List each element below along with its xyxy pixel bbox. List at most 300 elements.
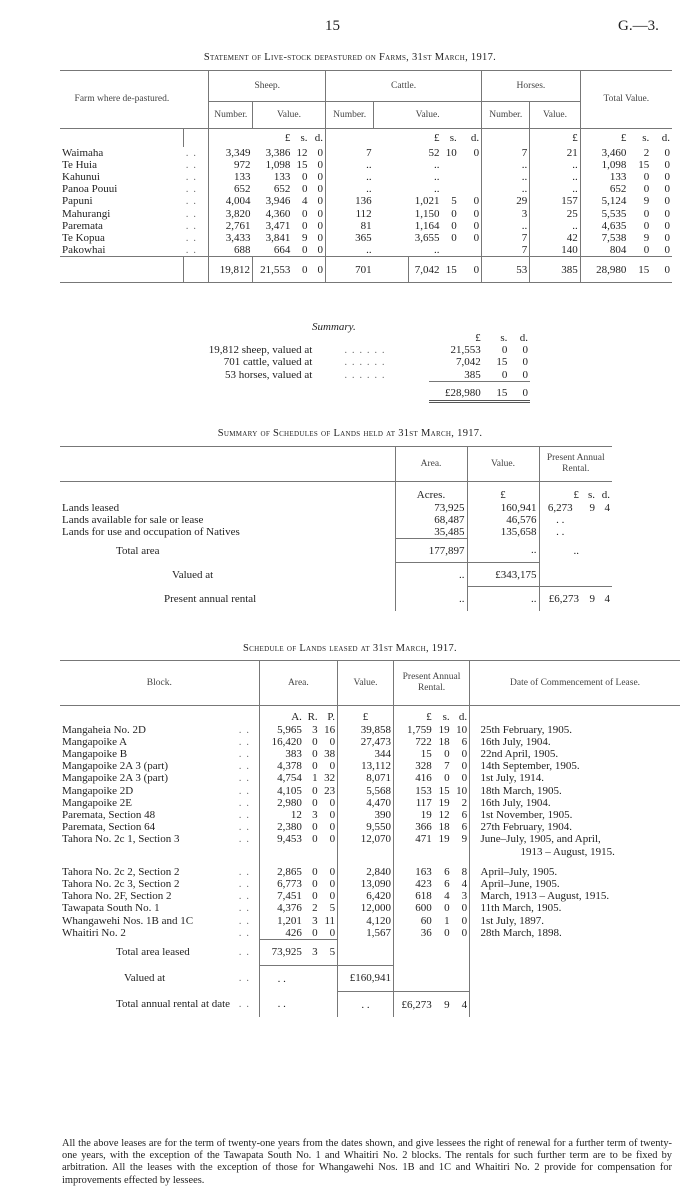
area-roods: 0 bbox=[312, 735, 318, 748]
cattle-value-shillings bbox=[442, 183, 459, 195]
rental-pounds: 722 bbox=[394, 736, 434, 748]
table-cell bbox=[470, 991, 479, 1017]
summary-row bbox=[150, 369, 530, 382]
unit-pound: £ bbox=[338, 706, 394, 724]
summary-pence: 0 bbox=[522, 356, 528, 369]
area-roods: 0 bbox=[312, 796, 318, 809]
livestock-row bbox=[60, 232, 672, 244]
spacer-row bbox=[60, 858, 680, 866]
lease-value: 344 bbox=[338, 748, 394, 760]
lease-value: 5,568 bbox=[338, 785, 394, 797]
table-cell bbox=[470, 878, 479, 890]
leased-table bbox=[60, 660, 680, 1017]
area-roods: 0 bbox=[312, 833, 318, 846]
cattle-value-pounds: 1,150 bbox=[414, 207, 440, 220]
table-cell bbox=[394, 939, 434, 965]
rental-pounds: 366 bbox=[394, 821, 434, 833]
table-cell bbox=[597, 563, 612, 587]
table-cell bbox=[470, 748, 479, 760]
rental-shillings: 18 bbox=[438, 821, 450, 834]
unit-shilling: s. bbox=[642, 131, 650, 144]
cattle-value-pence bbox=[459, 244, 482, 257]
summary-pence: 0 bbox=[522, 368, 528, 381]
rental-pence: 0 bbox=[461, 760, 468, 773]
leader-dots: . . bbox=[238, 747, 251, 760]
cattle-value-pence bbox=[459, 171, 482, 183]
horses-number: .. bbox=[482, 220, 530, 232]
horses-value: 42 bbox=[530, 232, 580, 244]
col-cattle-value: Value. bbox=[374, 102, 482, 129]
cattle-value-pounds: .. bbox=[434, 170, 440, 183]
rental-pounds: 163 bbox=[394, 866, 434, 878]
lease-valued-row bbox=[60, 965, 680, 991]
block-name: Tahora No. 2c 2, Section 2 bbox=[62, 865, 180, 878]
leader-dots: . . bbox=[238, 914, 251, 927]
cattle-value-shillings: 0 bbox=[451, 231, 457, 244]
summary-label: Total annual rental at date bbox=[116, 997, 231, 1010]
horses-number: 29 bbox=[482, 195, 530, 207]
commencement-date bbox=[479, 821, 681, 833]
area-cell: .. bbox=[395, 587, 467, 611]
schedule-row bbox=[60, 526, 612, 539]
lease-row bbox=[60, 724, 680, 736]
leader-dots: . . bbox=[185, 244, 198, 257]
table-cell bbox=[470, 706, 479, 724]
units-row bbox=[60, 706, 680, 724]
block-name: Mangapoike 2E bbox=[62, 796, 132, 809]
table-cell bbox=[479, 858, 681, 866]
total-value-shillings: 15 bbox=[638, 158, 650, 171]
blank bbox=[374, 244, 408, 257]
table-cell bbox=[470, 858, 479, 866]
rental-pence: 9 bbox=[461, 833, 468, 846]
cattle-value-pounds: .. bbox=[434, 158, 440, 171]
cattle-value-pounds: .. bbox=[434, 244, 440, 257]
commencement-date bbox=[479, 878, 681, 890]
livestock-row bbox=[60, 244, 672, 257]
leased-title: Schedule of Lands leased at 31st March, 1917. bbox=[243, 643, 457, 654]
cattle-value-pence bbox=[459, 183, 482, 195]
unit-perches: P. bbox=[327, 711, 336, 724]
rental-shillings: 4 bbox=[444, 890, 450, 903]
blank bbox=[374, 220, 408, 232]
table-cell bbox=[470, 915, 479, 927]
total-value-shillings: 0 bbox=[643, 183, 650, 196]
table-cell bbox=[237, 706, 259, 724]
date-line: 27th February, 1904. bbox=[480, 821, 573, 834]
table-cell bbox=[314, 387, 429, 401]
area-acres: 9,453 bbox=[259, 833, 304, 857]
sheep-value-pounds: 652 bbox=[273, 183, 291, 196]
area-acres: 7,451 bbox=[259, 890, 304, 902]
sheep-value-pounds: 3,471 bbox=[265, 219, 291, 232]
block-name: Mangapoike 2D bbox=[62, 784, 134, 797]
block-name: Tahora No. 2c 3, Section 2 bbox=[62, 877, 180, 890]
blank bbox=[374, 159, 408, 171]
unit-pence: d. bbox=[519, 332, 528, 344]
area-acres: 2,865 bbox=[259, 866, 304, 878]
date-line: 1913 – August, 1915. bbox=[520, 845, 615, 858]
total-value-shillings: 2 bbox=[643, 146, 650, 159]
rental-pounds: 328 bbox=[394, 760, 434, 772]
sheep-value-pence: 0 bbox=[317, 183, 324, 196]
area-perches: 0 bbox=[329, 890, 336, 903]
table-cell bbox=[470, 902, 479, 914]
lease-row bbox=[60, 866, 680, 878]
total-value-pounds: 5,124 bbox=[580, 195, 628, 207]
cattle-value-shillings: 5 bbox=[451, 195, 457, 208]
table-cell: . . bbox=[259, 965, 304, 991]
col-sheep-number: Number. bbox=[209, 102, 253, 129]
totals-row bbox=[60, 257, 672, 283]
blank bbox=[374, 147, 408, 159]
date-line: 1st July, 1914. bbox=[480, 772, 544, 785]
summary-table bbox=[150, 332, 530, 403]
block-name: Paremata, Section 64 bbox=[62, 821, 156, 834]
leader-dots: . . bbox=[238, 877, 251, 890]
farm-name: Waimaha bbox=[62, 146, 104, 159]
leader-dots: . . bbox=[185, 170, 198, 183]
leader-dots: . . bbox=[185, 158, 198, 171]
total-value-pence: 0 bbox=[664, 183, 670, 196]
rental-pence: 2 bbox=[461, 796, 468, 809]
block-name: Tahora No. 2c 1, Section 3 bbox=[62, 833, 180, 846]
table-cell: 5 bbox=[320, 939, 338, 965]
date-line: June–July, 1905, and April, bbox=[480, 833, 601, 846]
blank bbox=[374, 232, 408, 244]
rental-shillings: 12 bbox=[438, 808, 450, 821]
sheep-value-total: 21,553 bbox=[253, 257, 293, 283]
lease-value: 27,473 bbox=[338, 736, 394, 748]
land-category: Lands for use and occupation of Natives bbox=[62, 526, 240, 539]
schedule-row bbox=[60, 502, 612, 514]
cattle-value-pence: 0 bbox=[473, 219, 480, 232]
cattle-value-pence bbox=[459, 159, 482, 171]
rental-pence: 0 bbox=[461, 926, 468, 939]
land-rental-pence bbox=[597, 526, 612, 539]
cattle-value-shillings bbox=[442, 159, 459, 171]
total-value-pence: 0 bbox=[664, 231, 670, 244]
rental-shillings: 0 bbox=[444, 747, 450, 760]
area-perches: 0 bbox=[329, 796, 336, 809]
summary-pence: 0 bbox=[522, 344, 528, 357]
schedule-valued-row bbox=[60, 563, 612, 587]
date-line: 22nd April, 1905. bbox=[480, 747, 559, 760]
value-total: £160,941 bbox=[338, 965, 394, 991]
summary-label: 701 cattle, valued at bbox=[223, 356, 313, 369]
area-roods: 0 bbox=[312, 877, 318, 890]
total-value-pence: 0 bbox=[664, 219, 670, 232]
sheep-number: 133 bbox=[209, 171, 253, 183]
table-cell bbox=[320, 991, 338, 1017]
lease-value: 8,071 bbox=[338, 772, 394, 784]
parliamentary-ref: G.—3. bbox=[618, 18, 659, 34]
rental-pence: 0 bbox=[461, 747, 468, 760]
table-cell bbox=[470, 785, 479, 797]
lease-row bbox=[60, 797, 680, 809]
unit-pence: d. bbox=[661, 131, 670, 144]
horses-value: .. bbox=[530, 159, 580, 171]
rental-pounds: 60 bbox=[394, 915, 434, 927]
rental-shillings: 0 bbox=[444, 772, 450, 785]
date-line: 16th July, 1904. bbox=[480, 796, 551, 809]
rental-pounds: 153 bbox=[394, 785, 434, 797]
cattle-value-pounds: 52 bbox=[428, 146, 440, 159]
lease-value: 2,840 bbox=[338, 866, 394, 878]
table-cell bbox=[394, 965, 434, 991]
summary-shillings: 0 bbox=[501, 368, 508, 381]
col-farm: Farm where de-pastured. bbox=[74, 94, 170, 104]
rental-pence: 4 bbox=[597, 587, 612, 611]
rental-shillings: 6 bbox=[444, 877, 450, 890]
horses-number: 3 bbox=[482, 208, 530, 220]
leader-dots: . . bbox=[238, 865, 251, 878]
total-value-shillings: 0 bbox=[643, 244, 650, 257]
date-line: March, 1913 – August, 1915. bbox=[480, 890, 610, 903]
lease-row bbox=[60, 772, 680, 784]
table-cell bbox=[479, 939, 681, 965]
sheep-number: 652 bbox=[209, 183, 253, 195]
leader-dots: . . . . . . bbox=[344, 344, 386, 357]
block-name: Whaitiri No. 2 bbox=[62, 926, 126, 939]
farm-name: Te Kopua bbox=[62, 231, 105, 244]
rental-pence: 0 bbox=[461, 772, 468, 785]
lease-value: 12,070 bbox=[338, 833, 394, 857]
area-roods: 0 bbox=[312, 760, 318, 773]
sheep-value-pounds: 133 bbox=[273, 170, 291, 183]
cattle-value-pounds: .. bbox=[434, 183, 440, 196]
table-cell bbox=[304, 991, 320, 1017]
table-cell: 0 bbox=[302, 263, 308, 276]
date-line: 1st November, 1905. bbox=[480, 808, 573, 821]
land-rental-shillings: 9 bbox=[589, 501, 595, 514]
table-cell bbox=[434, 939, 452, 965]
blank bbox=[374, 257, 408, 283]
block-name: Tawapata South No. 1 bbox=[62, 902, 160, 915]
unit-pence: d. bbox=[314, 131, 324, 144]
sheep-number: 2,761 bbox=[209, 220, 253, 232]
table-cell: . . bbox=[338, 991, 394, 1017]
summary-row bbox=[150, 356, 530, 368]
area-roods: 2 bbox=[312, 902, 318, 915]
total-value-pounds: 652 bbox=[580, 183, 628, 195]
col-value: Value. bbox=[338, 661, 394, 706]
col-area: Area. bbox=[259, 661, 337, 706]
sheep-value-pence: 0 bbox=[317, 195, 324, 208]
lease-value: 4,120 bbox=[338, 915, 394, 927]
unit-pound: £ bbox=[434, 131, 440, 144]
summary-total-row bbox=[150, 387, 530, 401]
col-sheep: Sheep. bbox=[209, 71, 326, 102]
unit-shilling: s. bbox=[587, 489, 595, 502]
cattle-value-pounds: 1,021 bbox=[414, 195, 440, 208]
lease-row bbox=[60, 915, 680, 927]
rental-shillings: 9 bbox=[581, 587, 597, 611]
unit-roods: R. bbox=[307, 711, 318, 724]
lease-row bbox=[60, 785, 680, 797]
blank bbox=[482, 129, 530, 147]
blank bbox=[374, 171, 408, 183]
block-name: Mangapoike 2A 3 (part) bbox=[62, 760, 168, 773]
horses-value-total: 385 bbox=[530, 257, 580, 283]
horses-number: .. bbox=[482, 171, 530, 183]
table-cell bbox=[539, 563, 581, 587]
leader-dots: . . bbox=[185, 146, 198, 159]
area-total-acres: 73,925 bbox=[259, 939, 304, 965]
area-roods: 3 bbox=[312, 808, 318, 821]
table-cell bbox=[452, 965, 470, 991]
total-value-shillings: 0 bbox=[643, 219, 650, 232]
lease-row bbox=[60, 833, 680, 857]
leader-dots: . . bbox=[238, 772, 251, 785]
table-cell: . . bbox=[259, 991, 304, 1017]
rental-shillings: 19 bbox=[438, 833, 450, 846]
leader-dots: . . bbox=[238, 821, 251, 834]
leader-dots: . . bbox=[185, 195, 198, 208]
col-horses: Horses. bbox=[482, 71, 581, 102]
cattle-number: 112 bbox=[326, 208, 374, 220]
cattle-number: 7 bbox=[326, 147, 374, 159]
table-cell: 15 bbox=[445, 263, 457, 276]
cattle-number: .. bbox=[326, 244, 374, 257]
cattle-value-pence: 0 bbox=[473, 207, 480, 220]
date-line: 14th September, 1905. bbox=[480, 760, 580, 773]
land-rental-pounds: . . bbox=[539, 526, 581, 539]
units-row bbox=[60, 129, 672, 147]
schedules-title: Summary of Schedules of Lands held at 31st March, 1917. bbox=[217, 428, 483, 439]
rental-shillings: 7 bbox=[444, 760, 450, 773]
area-perches: 38 bbox=[324, 747, 336, 760]
table-cell bbox=[452, 858, 470, 866]
total-value-pounds: 133 bbox=[580, 171, 628, 183]
table-cell bbox=[237, 858, 259, 866]
unit-pence: d. bbox=[458, 711, 468, 724]
rental-pence: 6 bbox=[461, 735, 468, 748]
rental-pounds: 19 bbox=[394, 809, 434, 821]
area-roods: 1 bbox=[312, 772, 318, 785]
total-value-shillings: 9 bbox=[643, 195, 650, 208]
table-cell: 15 bbox=[638, 263, 650, 276]
leader-dots: . . bbox=[238, 902, 251, 915]
leader-dots: . . bbox=[238, 972, 251, 985]
area-perches: 32 bbox=[324, 772, 336, 785]
date-line: 11th March, 1905. bbox=[480, 902, 562, 915]
land-rental-pence: 4 bbox=[604, 501, 610, 514]
horses-value: .. bbox=[530, 183, 580, 195]
table-cell bbox=[304, 858, 320, 866]
lease-row bbox=[60, 736, 680, 748]
total-value-pence: 0 bbox=[664, 158, 670, 171]
livestock-row bbox=[60, 159, 672, 171]
leader-dots: . . bbox=[238, 760, 251, 773]
area-roods: 3 bbox=[312, 723, 318, 736]
block-name: Mangapoike B bbox=[62, 747, 128, 760]
area-perches: 0 bbox=[329, 808, 336, 821]
area-roods: 0 bbox=[312, 821, 318, 834]
area-acres: 4,105 bbox=[259, 785, 304, 797]
summary-label: Valued at bbox=[124, 971, 166, 984]
summary-shillings: 15 bbox=[496, 356, 508, 369]
table-cell bbox=[434, 965, 452, 991]
table-cell: 3 bbox=[304, 939, 320, 965]
commencement-date bbox=[479, 915, 681, 927]
unit-acres: A. bbox=[259, 706, 304, 724]
rental-pounds: 36 bbox=[394, 927, 434, 940]
summary-pounds: 7,042 bbox=[455, 356, 481, 369]
total-value-pounds: 1,098 bbox=[580, 159, 628, 171]
rental-pence: 8 bbox=[461, 865, 468, 878]
total-value-pence: 0 bbox=[664, 195, 670, 208]
area-perches: 0 bbox=[329, 735, 336, 748]
unit-shilling: s. bbox=[500, 332, 508, 344]
farm-name: Te Huia bbox=[62, 158, 97, 171]
table-cell bbox=[470, 965, 479, 991]
value-cell: .. bbox=[467, 539, 539, 563]
summary-row bbox=[150, 344, 530, 356]
leader-dots: . . bbox=[238, 784, 251, 797]
land-value: 160,941 bbox=[467, 502, 539, 514]
leader-dots: . . bbox=[238, 735, 251, 748]
farm-name: Panoa Pouui bbox=[62, 183, 118, 196]
page-number: 15 bbox=[325, 18, 340, 34]
col-value: Value. bbox=[467, 447, 539, 482]
table-cell bbox=[470, 724, 479, 736]
leader-dots: . . bbox=[185, 219, 198, 232]
rental-shillings: 1 bbox=[444, 914, 450, 927]
table-cell bbox=[60, 257, 184, 283]
horses-number: .. bbox=[482, 159, 530, 171]
cattle-number: 81 bbox=[326, 220, 374, 232]
lease-value: 390 bbox=[338, 809, 394, 821]
table-cell: 0 bbox=[473, 263, 480, 276]
sheep-value-pounds: 3,386 bbox=[265, 146, 291, 159]
block-name: Tahora No. 2F, Section 2 bbox=[62, 890, 172, 903]
table-cell bbox=[434, 858, 452, 866]
rental-pence: 0 bbox=[461, 902, 468, 915]
table-cell bbox=[338, 939, 394, 965]
blank bbox=[326, 129, 374, 147]
cattle-value-shillings bbox=[442, 171, 459, 183]
table-cell bbox=[470, 772, 479, 784]
area-roods: 0 bbox=[312, 747, 318, 760]
commencement-date bbox=[479, 724, 681, 736]
sheep-number: 688 bbox=[209, 244, 253, 257]
table-cell bbox=[470, 866, 479, 878]
table-cell bbox=[470, 797, 479, 809]
unit-acres: Acres. bbox=[395, 482, 467, 502]
area-acres: 4,754 bbox=[259, 772, 304, 784]
table-cell bbox=[470, 890, 479, 902]
rental-shillings: 0 bbox=[444, 902, 450, 915]
farm-name: Papuni bbox=[62, 195, 93, 208]
livestock-row bbox=[60, 183, 672, 195]
unit-pound: £ bbox=[530, 129, 580, 147]
rental-shillings bbox=[581, 539, 597, 563]
date-line: April–July, 1905. bbox=[480, 865, 558, 878]
cattle-value-shillings: 0 bbox=[451, 219, 457, 232]
commencement-date bbox=[479, 902, 681, 914]
block-name: Mangaheia No. 2D bbox=[62, 723, 147, 736]
total-value-pence: 0 bbox=[664, 244, 670, 257]
date-line: 1st July, 1897. bbox=[480, 914, 544, 927]
unit-shilling: s. bbox=[300, 131, 308, 144]
area-perches: 16 bbox=[324, 723, 336, 736]
table-cell: 4 bbox=[452, 991, 470, 1017]
sheep-value-pence: 0 bbox=[317, 207, 324, 220]
col-area: Area. bbox=[395, 447, 467, 482]
lease-value: 13,090 bbox=[338, 878, 394, 890]
area-acres: 5,965 bbox=[259, 724, 304, 736]
